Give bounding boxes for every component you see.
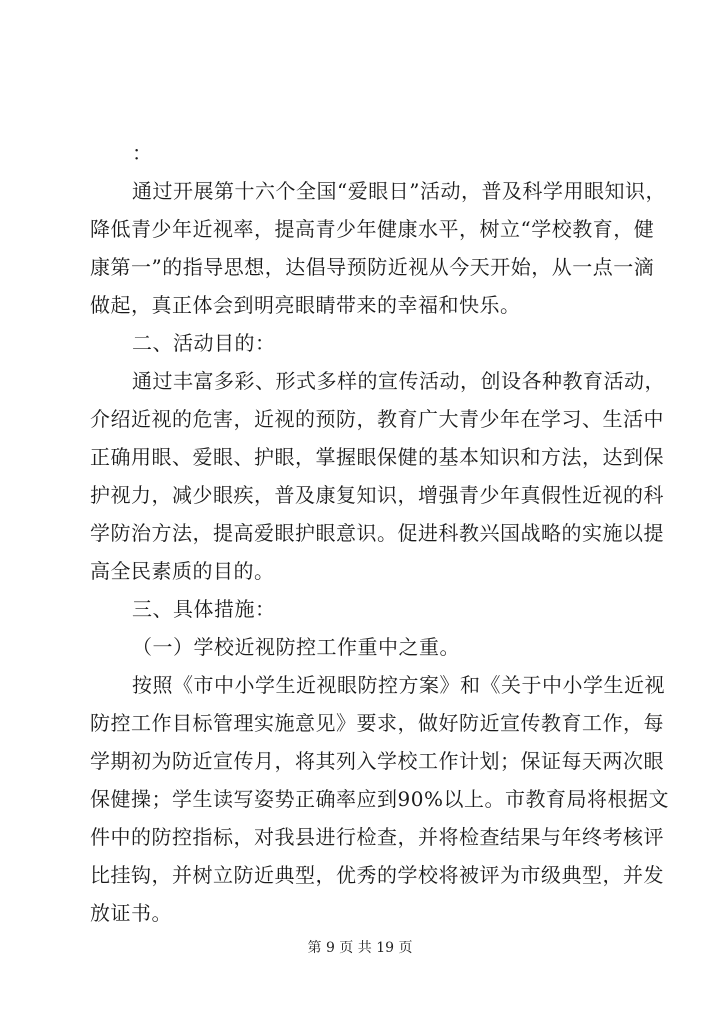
paragraph-line: 护视力，减少眼疾，普及康复知识，增强青少年真假性近视的科 [90, 483, 664, 507]
section-heading: 二、活动目的： [132, 331, 276, 355]
intro-colon: ： [132, 141, 152, 165]
paragraph-line: 降低青少年近视率，提高青少年健康水平，树立“学校教育，健 [90, 217, 655, 241]
paragraph-line: 按照《市中小学生近视眼防控方案》和《关于中小学生近视 [132, 673, 665, 697]
paragraph-line: 学期初为防近宣传月，将其列入学校工作计划；保证每天两次眼 [90, 749, 664, 773]
paragraph-line: 防控工作目标管理实施意见》要求，做好防近宣传教育工作，每 [90, 711, 664, 735]
paragraph-line: 保健操；学生读写姿势正确率应到90%以上。市教育局将根据文 [90, 787, 669, 811]
paragraph-line: 通过开展第十六个全国“爱眼日”活动，普及科学用眼知识， [132, 179, 666, 203]
paragraph-line: 件中的防控指标，对我县进行检查，并将检查结果与年终考核评 [90, 825, 664, 849]
paragraph-line: 比挂钩，并树立防近典型，优秀的学校将被评为市级典型，并发 [90, 863, 664, 887]
paragraph-line: 通过丰富多彩、形式多样的宣传活动，创设各种教育活动， [132, 369, 665, 393]
page-footer: 第 9 页 共 19 页 [307, 940, 413, 956]
paragraph-line: 学防治方法，提高爱眼护眼意识。促进科教兴国战略的实施以提 [90, 521, 664, 545]
paragraph-line: 康第一”的指导思想，达倡导预防近视从今天开始，从一点一滴 [90, 255, 655, 279]
paragraph-line: 放证书。 [90, 901, 172, 925]
section-heading: 三、具体措施： [132, 597, 276, 621]
paragraph-line: 高全民素质的目的。 [90, 559, 275, 583]
paragraph-line: 介绍近视的危害，近视的预防，教育广大青少年在学习、生活中 [90, 407, 664, 431]
paragraph-line: 做起，真正体会到明亮眼睛带来的幸福和快乐。 [90, 293, 521, 317]
subsection-heading: （一）学校近视防控工作重中之重。 [132, 635, 460, 659]
paragraph-line: 正确用眼、爱眼、护眼，掌握眼保健的基本知识和方法，达到保 [90, 445, 664, 469]
